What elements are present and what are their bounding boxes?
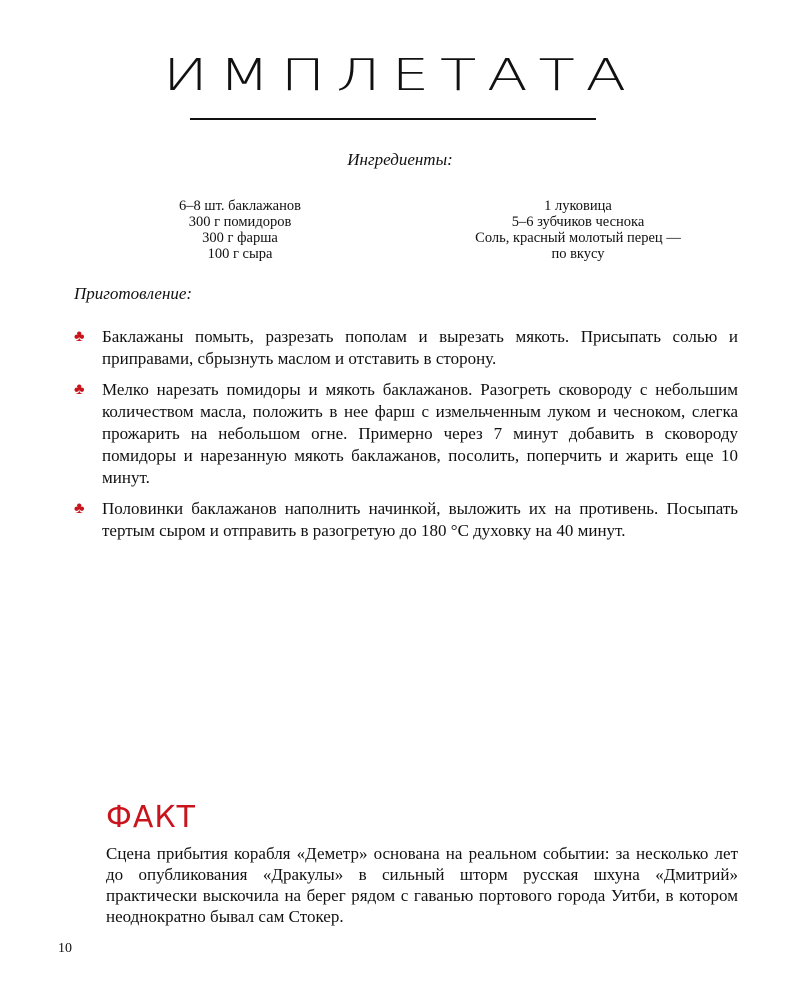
step-text: Половинки баклажанов наполнить начинкой, выложить их на противень. Посыпать тертым сыром и отправить в разогретую до 180 °С духовку на 40 минут. bbox=[102, 499, 738, 540]
ingredient-item: 300 г фарша bbox=[202, 230, 278, 246]
club-icon: ♣ bbox=[74, 500, 85, 517]
ingredient-item: 300 г помидоров bbox=[188, 214, 292, 230]
preparation-step bbox=[74, 326, 738, 370]
ingredient-item: по вкусу bbox=[551, 246, 605, 262]
ingredient-item: 100 г сыра bbox=[207, 246, 273, 262]
ingredient-item: 6–8 шт. баклажанов bbox=[179, 198, 301, 214]
step-text: Баклажаны помыть, разрезать пополам и вырезать мякоть. Присыпать солью и приправами, сбрызнуть маслом и отставить в сторону. bbox=[102, 327, 738, 368]
ingredients-right-column bbox=[428, 198, 728, 262]
ingredient-item: 1 луковица bbox=[544, 198, 612, 214]
preparation-step bbox=[74, 379, 738, 489]
ingredient-item: Соль, красный молотый перец — bbox=[475, 230, 681, 246]
club-icon: ♣ bbox=[74, 381, 85, 398]
ingredients-heading: Ингредиенты: bbox=[347, 150, 453, 169]
recipe-title: ИМПЛЕТАТА bbox=[162, 50, 637, 101]
fact-text: Сцена прибытия корабля «Деметр» основана на реальном событии: за несколько лет до опубликования «Дракулы» в сильный шторм русская шхуна «Дмитрий» практически выскочила на берег рядом с гаванью портового города Уитби, в котором неоднократно бывал сам Стокер. bbox=[106, 844, 738, 926]
page-number: 10 bbox=[58, 941, 72, 956]
preparation-heading: Приготовление: bbox=[74, 284, 193, 303]
club-icon: ♣ bbox=[74, 328, 85, 345]
preparation-step bbox=[74, 498, 738, 542]
fact-heading: ФАКТ bbox=[106, 800, 196, 835]
step-text: Мелко нарезать помидоры и мякоть баклажанов. Разогреть сковороду с небольшим количеством масла, положить в нее фарш с измельченным луком и чесноком, слегка прожарить на небольшом огне. Примерно через 7 минут добавить в сковороду помидоры и нарезанную мякоть баклажанов, посолить, поперчить и жарить еще 10 минут. bbox=[102, 380, 738, 487]
ingredients-left-column bbox=[130, 198, 350, 262]
title-underline bbox=[190, 118, 596, 120]
ingredient-item: 5–6 зубчиков чеснока bbox=[511, 214, 645, 230]
preparation-steps bbox=[74, 326, 738, 551]
